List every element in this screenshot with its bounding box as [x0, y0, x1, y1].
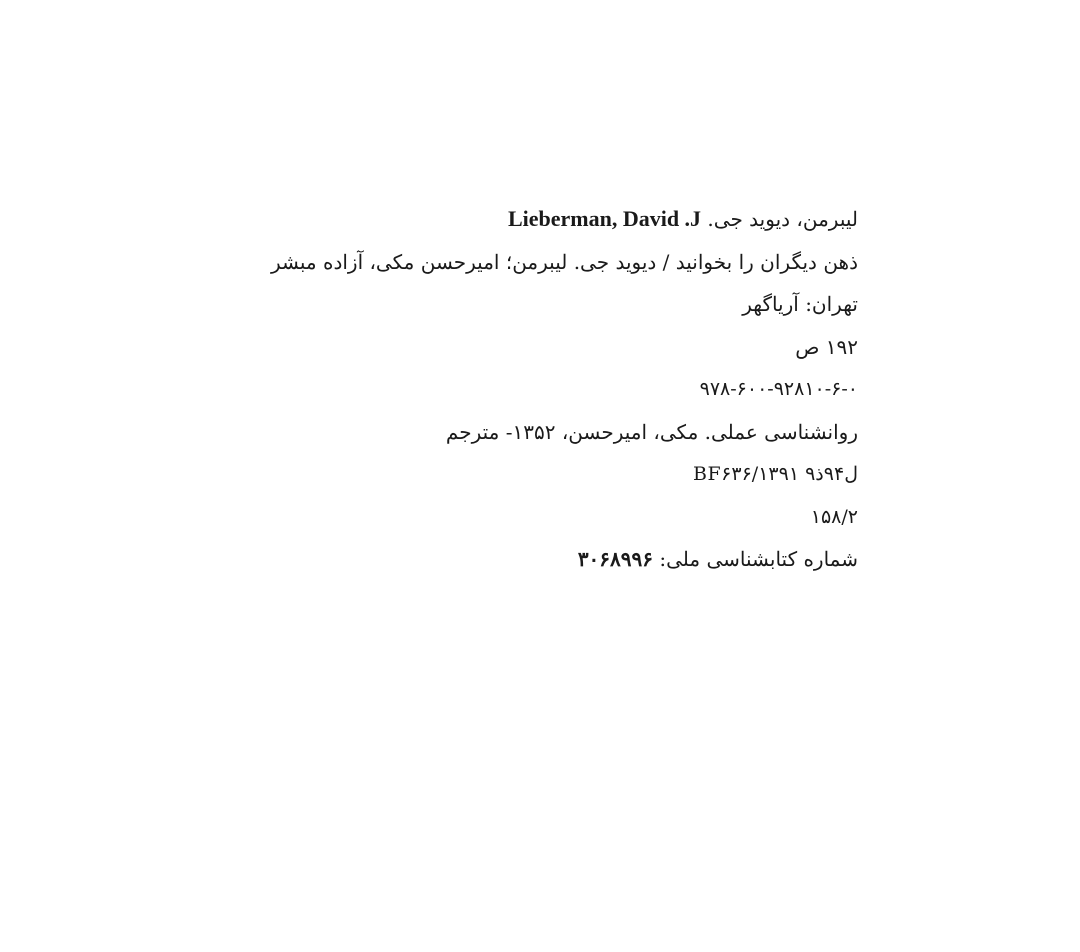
title-statement: ذهن دیگران را بخوانید / دیوید جی. لیبرمن؛ امیرحسن مکی، آزاده مبشر [270, 249, 858, 274]
national-bibliography-line [238, 538, 858, 581]
catalog-record [238, 198, 858, 581]
subject-translator-line: روانشناسی عملی. مکی، امیرحسن، ۱۳۵۲- مترجم [445, 419, 858, 444]
author-latin: Lieberman, David .J [507, 206, 702, 231]
author-persian: لیبرمن، دیوید جی. [707, 207, 858, 231]
pages-line: ۱۹۲ ص [795, 334, 858, 359]
publication-line: تهران: آریاگهر [742, 292, 858, 316]
author-line [238, 198, 858, 241]
dewey-classification-line: ۱۵۸/۲ [810, 505, 858, 528]
national-bibliography-label: شماره کتابشناسی ملی: [659, 547, 858, 571]
national-bibliography-number: ۳۰۶۸۹۹۶ [577, 547, 654, 571]
isbn-line: ۹۷۸-۶۰۰-۹۲۸۱۰-۶-۰ [699, 378, 858, 400]
lc-classification-line: BF۶۳۶/ل۹۴ذ۹ ۱۳۹۱ [693, 463, 858, 485]
